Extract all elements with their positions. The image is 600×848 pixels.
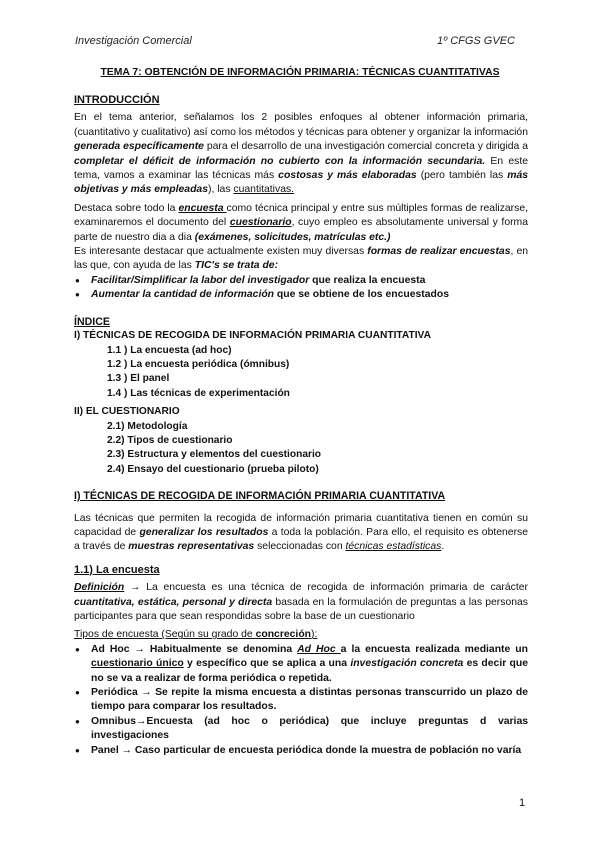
index-section-2: II) EL CUESTIONARIO: [74, 406, 180, 418]
list-item: ● Panel → Caso particular de encuesta periódica donde la muestra de población no varía: [74, 744, 528, 758]
index-section-1: I) TÉCNICAS DE RECOGIDA DE INFORMACIÓN PRIMARIA CUANTITATIVA: [74, 330, 431, 342]
intro-paragraph-2: Destaca sobre todo la encuesta como técnica principal y entre sus múltiples formas de realizarse, examinaremos el documento del cuestionario, cuyo empleo es absolutamente universal y forma parte de nuestro dia a dia (exámenes, solicitudes, matrículas etc.): [74, 202, 528, 243]
subsection-heading: 1.1) La encuesta: [74, 563, 160, 576]
header-course: Investigación Comercial: [75, 35, 192, 47]
list-item: ● Aumentar la cantidad de información que se obtiene de los encuestados: [74, 288, 528, 302]
section-1-heading: I) TÉCNICAS DE RECOGIDA DE INFORMACIÓN PRIMARIA CUANTITATIVA: [74, 490, 446, 503]
header-class: 1º CFGS GVEC: [437, 35, 515, 47]
intro-bullet-list: [74, 274, 528, 303]
list-item: ● Omnibus→Encuesta (ad hoc o periódica) que incluye preguntas d varias investigaciones: [74, 715, 528, 744]
definition-paragraph: Definición → La encuesta es una técnica de recogida de información primaria de carácter cuantitativa, estática, personal y directa basada en la formulación de preguntas a las personas participantes para que sean respondidas sobre la base de un cuestionario: [74, 582, 528, 622]
index-item: 1.4 ) Las técnicas de experimentación: [107, 387, 290, 399]
page-number: 1: [519, 797, 526, 809]
index-heading: ÍNDICE: [74, 315, 110, 328]
index-item: 2.1) Metodología: [107, 420, 188, 432]
intro-paragraph-3: Es interesante destacar que actualmente existen muy diversas formas de realizar encuestas, en las que, con ayuda de las TIC's se trata de:: [74, 246, 529, 272]
document-body: [74, 93, 528, 758]
index-item: 2.2) Tipos de cuestionario: [107, 434, 233, 446]
index-item: 2.4) Ensayo del cuestionario (prueba piloto): [107, 463, 319, 475]
list-item: ● Facilitar/Simplificar la labor del investigador que realiza la encuesta: [74, 274, 528, 288]
index-item: 1.3 ) El panel: [107, 373, 170, 385]
section-1-paragraph: Las técnicas que permiten la recogida de información primaria cuantitativa tienen en común su capacidad de generalizar los resultados a toda la población. Para ello, el requisito es obtenerse a través de muestras representativas seleccionadas con técnicas estadísticas.: [74, 512, 529, 553]
intro-paragraph-1: En el tema anterior, señalamos los 2 posibles enfoques al obtener información primaria, (cuantitativo y cualitativo) así como los métodos y técnicas para obtener y organizar la información generada específicamente para el desarrollo de una investigación comercial concreta y dirigida a completar el déficit de información no cubierto con la información secundaria. En este tema, vamos a examinar las técnicas más costosas y más elaboradas (pero también las más objetivas y más empleadas), las cuantitativas.: [74, 112, 529, 196]
list-item: ● Periódica → Se repite la misma encuesta a distintas personas transcurrido un plazo de tiempo para comparar los resultados.: [74, 686, 528, 715]
list-item: ● Ad Hoc → Habitualmente se denomina Ad Hoc a la encuesta realizada mediante un cuestionario único y específico que se aplica a una investigación concreta es decir que no se va a realizar de forma periódica o repetida.: [74, 643, 528, 686]
intro-heading: INTRODUCCIÓN: [74, 94, 160, 106]
index-item: 1.1 ) La encuesta (ad hoc): [107, 344, 232, 356]
index-item: 2.3) Estructura y elementos del cuestionario: [107, 449, 322, 461]
types-lead: Tipos de encuesta (Según su grado de concreción):: [74, 629, 318, 641]
types-list: [74, 643, 528, 758]
document-title: TEMA 7: OBTENCIÓN DE INFORMACIÓN PRIMARIA: TÉCNICAS CUANTITATIVAS: [100, 67, 500, 78]
index-item: 1.2 ) La encuesta periódica (ómnibus): [107, 358, 290, 370]
